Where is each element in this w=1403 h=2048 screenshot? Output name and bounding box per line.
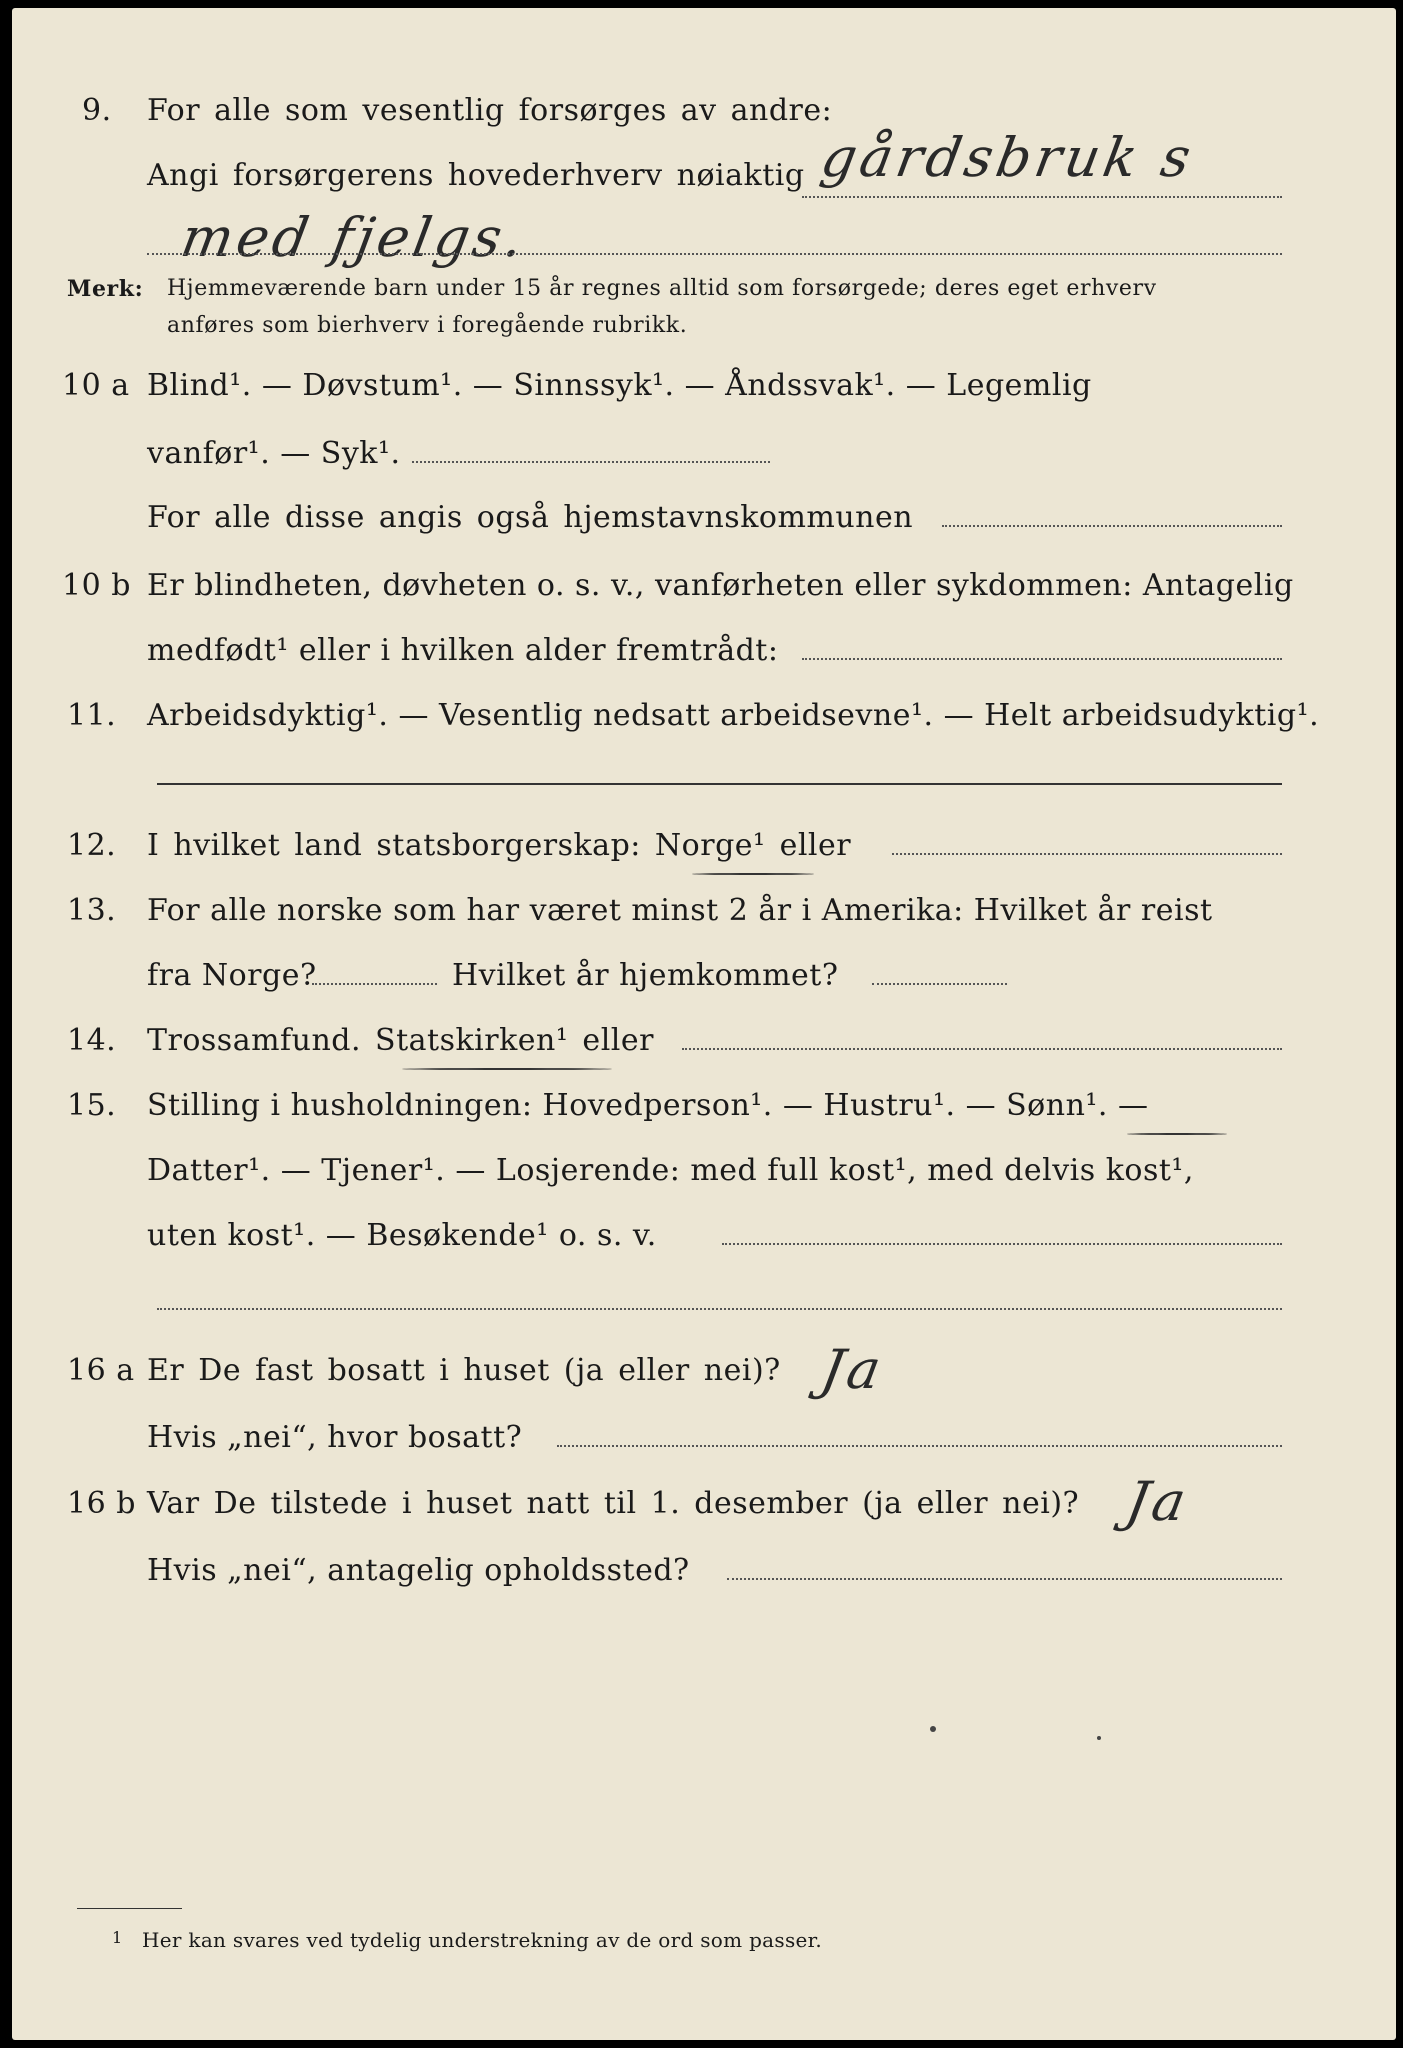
q9-line1: For alle som vesentlig forsørges av andre: [147, 93, 833, 128]
q15-line1: Stilling i husholdningen: Hovedperson¹. — Hustru¹. — Sønn¹. — [147, 1088, 1149, 1123]
q16b-line2: Hvis „nei“, antagelig opholdssted? [147, 1553, 690, 1588]
norge-underline-mark [692, 873, 814, 875]
q14-answer-line [682, 1048, 1282, 1050]
q15-number: 15. [67, 1088, 117, 1123]
q10a-answer-line [412, 461, 770, 463]
census-form-page [12, 8, 1396, 2040]
merk-label: Merk: [67, 276, 144, 302]
q12-number: 12. [67, 828, 117, 863]
merk-line1: Hjemmeværende barn under 15 år regnes alltid som forsørgede; deres eget erhverv [167, 276, 1157, 301]
q10b-answer-line [802, 658, 1282, 660]
q13-line2b: Hvilket år hjemkommet? [452, 958, 839, 993]
q13-hjemkommet-answer-line [872, 983, 1007, 985]
q16b-answer-line [727, 1578, 1282, 1580]
q9-number: 9. [82, 93, 112, 128]
q14-line1: Trossamfund. Statskirken¹ eller [147, 1023, 654, 1058]
q11-answer-line [157, 783, 1282, 785]
q15-answer-line [722, 1243, 1282, 1245]
q10b-line1: Er blindheten, døvheten o. s. v., vanførheten eller sykdommen: Antagelig [147, 568, 1294, 603]
q10a-hjemstavn-line [942, 525, 1282, 527]
q14-number: 14. [67, 1023, 117, 1058]
q13-line2a: fra Norge? [147, 958, 317, 993]
q16a-line1: Er De fast bosatt i huset (ja eller nei)? [147, 1353, 781, 1388]
q12-line1: I hvilket land statsborgerskap: Norge¹ eller [147, 828, 852, 863]
q16a-number: 16 a [67, 1353, 135, 1388]
q10a-line1: Blind¹. — Døvstum¹. — Sinnssyk¹. — Åndssvak¹. — Legemlig [147, 368, 1092, 403]
q13-reist-answer-line [312, 983, 437, 985]
footnote-rule [77, 1908, 182, 1909]
q9-handwritten-answer-2: med fjelgs. [176, 206, 532, 269]
q9-answer-line-1 [802, 196, 1282, 198]
q10b-line2: medfødt¹ eller i hvilken alder fremtrådt: [147, 633, 779, 668]
q11-line1: Arbeidsdyktig¹. — Vesentlig nedsatt arbeidsevne¹. — Helt arbeidsudyktig¹. [147, 698, 1320, 733]
q10a-number: 10 a [62, 368, 130, 403]
statskirken-underline-mark [402, 1068, 612, 1070]
q16b-number: 16 b [67, 1486, 136, 1521]
q9-handwritten-answer-1: gårdsbruk s [816, 126, 1200, 189]
q15-line2: Datter¹. — Tjener¹. — Losjerende: med full kost¹, med delvis kost¹, [147, 1153, 1194, 1188]
q16b-handwritten-answer: Ja [1121, 1470, 1195, 1533]
q10a-line3: For alle disse angis også hjemstavnskommunen [147, 500, 914, 535]
q16a-line2: Hvis „nei“, hvor bosatt? [147, 1420, 523, 1455]
q16a-handwritten-answer: Ja [816, 1338, 890, 1401]
q15-line3: uten kost¹. — Besøkende¹ o. s. v. [147, 1218, 657, 1253]
q9-line2: Angi forsørgerens hovederhverv nøiaktig [147, 158, 805, 193]
q16a-answer-line [557, 1445, 1282, 1447]
q16b-line1: Var De tilstede i huset natt til 1. desember (ja eller nei)? [147, 1486, 1080, 1521]
q15-extra-line [157, 1308, 1282, 1310]
footnote-text: Her kan svares ved tydelig understrekning av de ord som passer. [142, 1928, 822, 1952]
q13-number: 13. [67, 893, 117, 928]
q9-answer-line-2 [147, 253, 1282, 255]
q10a-line2: vanfør¹. — Syk¹. [147, 436, 401, 471]
q12-answer-line [892, 853, 1282, 855]
merk-line2: anføres som bierhverv i foregående rubrikk. [167, 313, 688, 338]
q13-line1: For alle norske som har været minst 2 år i Amerika: Hvilket år reist [147, 893, 1213, 928]
q10b-number: 10 b [62, 568, 131, 603]
ink-speck [930, 1726, 936, 1732]
footnote-mark: 1 [112, 1928, 123, 1947]
sonn-underline-mark [1127, 1133, 1227, 1135]
q11-number: 11. [67, 698, 117, 733]
ink-speck [1097, 1736, 1101, 1740]
